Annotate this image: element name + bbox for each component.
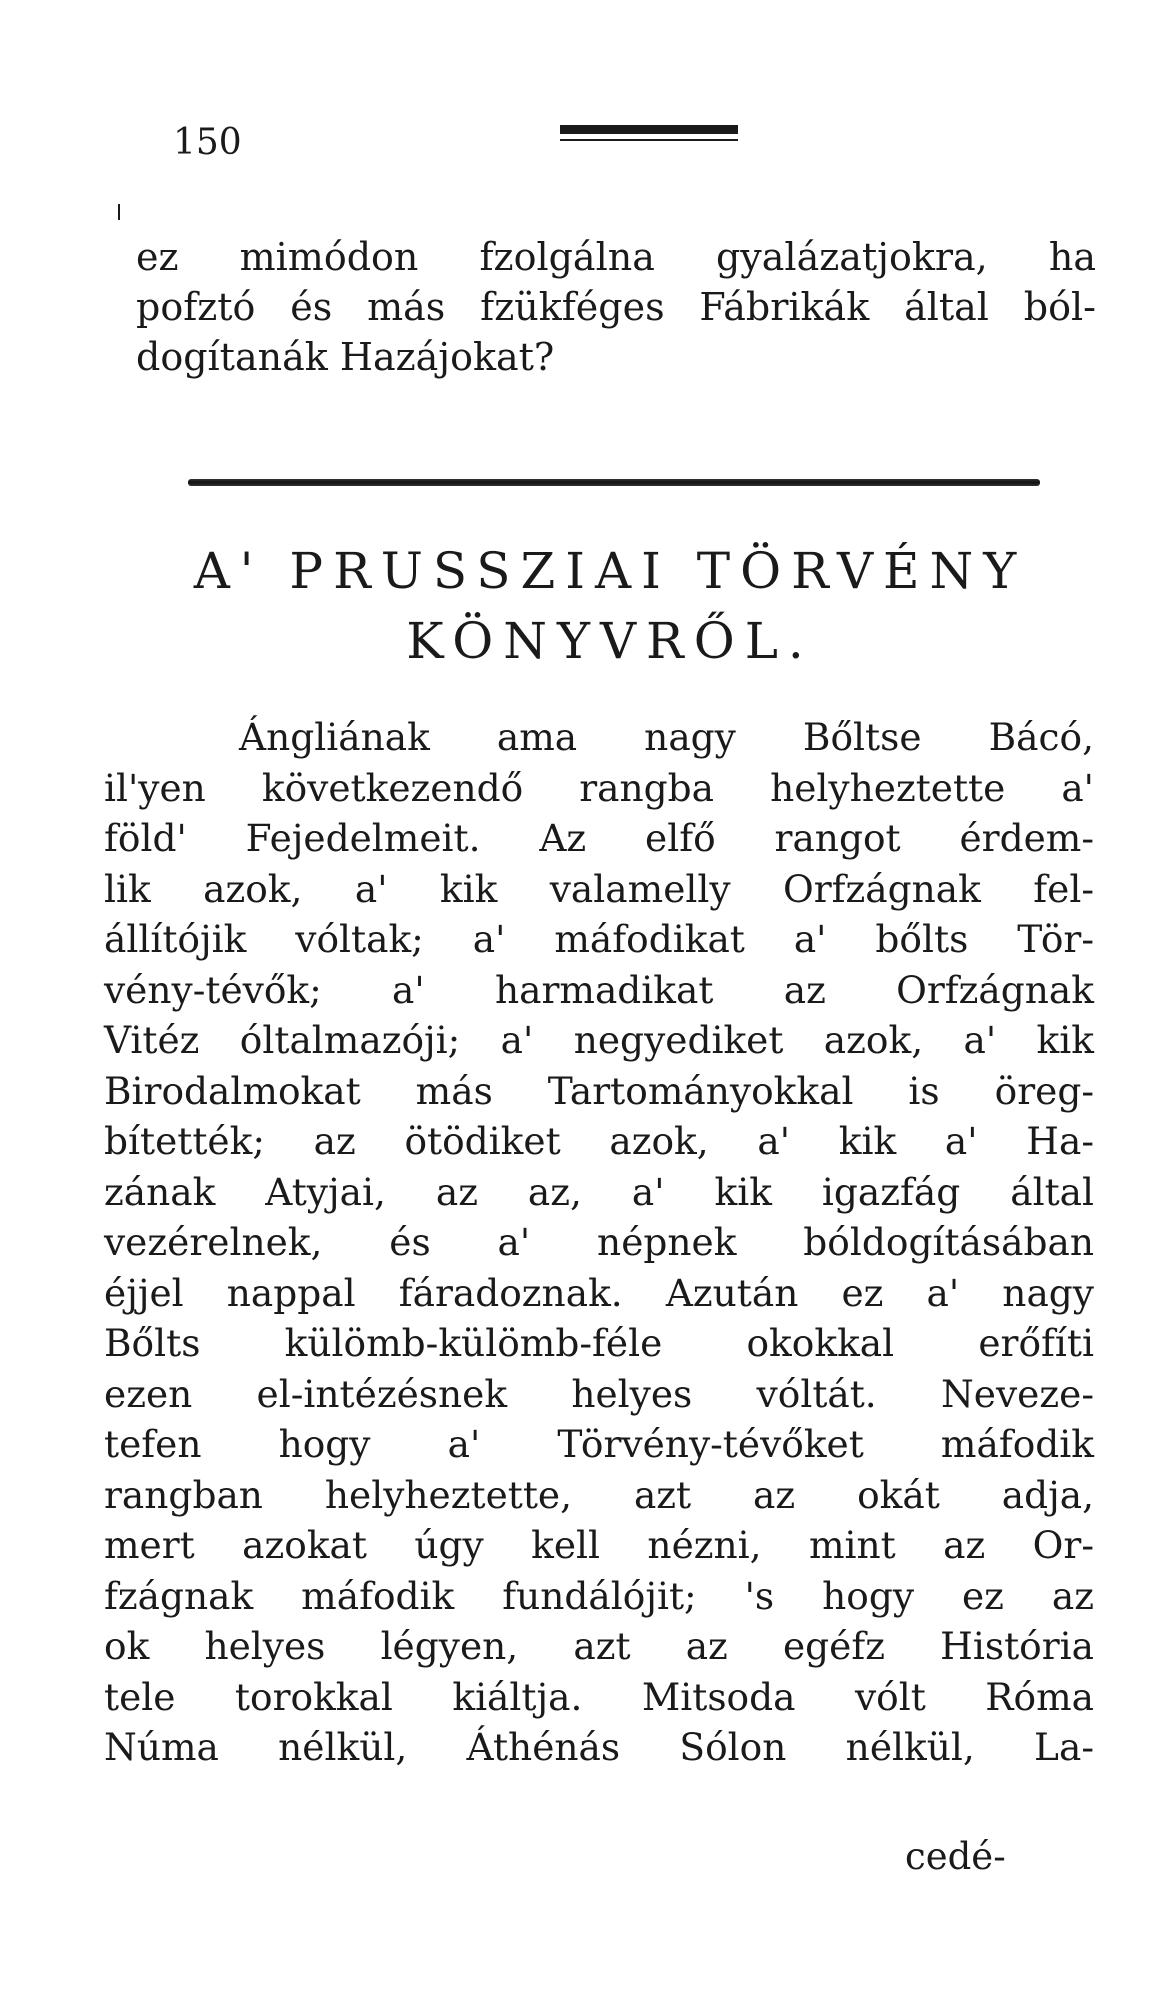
chapter-heading-continuation: KÖNYVRŐL.	[406, 612, 814, 670]
text-line: éjjel nappal fáradoznak. Azután ez a' nagy	[104, 1270, 1094, 1315]
text-line: bítették; az ötödiket azok, a' kik a' Ha-	[104, 1119, 1094, 1163]
text-line: Ángliának ama nagy Bőltse Bácó,	[239, 715, 1094, 759]
text-line: pofztó és más fzükféges Fábrikák által ból-	[136, 285, 1096, 329]
text-line: állítójik vóltak; a' máfodikat a' bőlts Tör-	[104, 917, 1094, 961]
text-line: zának Atyjai, az az, a' kik igazfág által	[104, 1169, 1094, 1214]
header-rule-thin	[560, 139, 738, 141]
text-line: mert azokat úgy kell nézni, mint az Or-	[104, 1523, 1094, 1567]
text-line: vezérelnek, és a' népnek bóldogításában	[104, 1220, 1094, 1264]
body-paragraph	[104, 712, 1094, 1773]
text-line: Núma nélkül, Áthénás Sólon nélkül, La-	[104, 1725, 1094, 1769]
text-line: lik azok, a' kik valamelly Orfzágnak fel-	[104, 866, 1094, 911]
text-line: ez mimódon fzolgálna gyalázatjokra, ha	[136, 235, 1096, 279]
text-line: Bőlts külömb-külömb-féle okokkal erőfíti	[104, 1321, 1094, 1365]
text-line: tele torokkal kiáltja. Mitsoda vólt Róma	[104, 1674, 1094, 1719]
catchword: cedé-	[905, 1835, 1006, 1878]
text-line: tefen hogy a' Törvény-tévőket máfodik	[104, 1422, 1094, 1466]
intro-paragraph	[136, 232, 1096, 382]
text-line: il'yen következendő rangba helyheztette a'	[104, 765, 1094, 810]
text-line: fzágnak máfodik fundálójit; 's hogy ez az	[104, 1573, 1094, 1618]
chapter-heading: A' PRUSSZIAI TÖRVÉNY	[193, 542, 1027, 600]
header-ornament-rule	[560, 125, 738, 141]
page-number: 150	[173, 122, 242, 163]
text-line: Birodalmokat más Tartományokkal is öreg-	[104, 1068, 1094, 1113]
text-line: ezen el-intézésnek helyes vóltát. Neveze-	[104, 1371, 1094, 1416]
text-line: föld' Fejedelmeit. Az elfő rangot érdem-	[104, 816, 1094, 860]
margin-mark	[118, 204, 120, 220]
header-rule-thick	[560, 125, 738, 134]
text-line: dogítanák Hazájokat?	[136, 335, 555, 379]
text-line: rangban helyheztette, azt az okát adja,	[104, 1472, 1094, 1517]
text-line: Vitéz óltalmazóji; a' negyediket azok, a' kik	[104, 1018, 1094, 1062]
section-divider-rule	[188, 479, 1040, 486]
text-line: vény-tévők; a' harmadikat az Orfzágnak	[104, 967, 1094, 1012]
text-line: ok helyes légyen, azt az egéfz História	[104, 1624, 1094, 1668]
